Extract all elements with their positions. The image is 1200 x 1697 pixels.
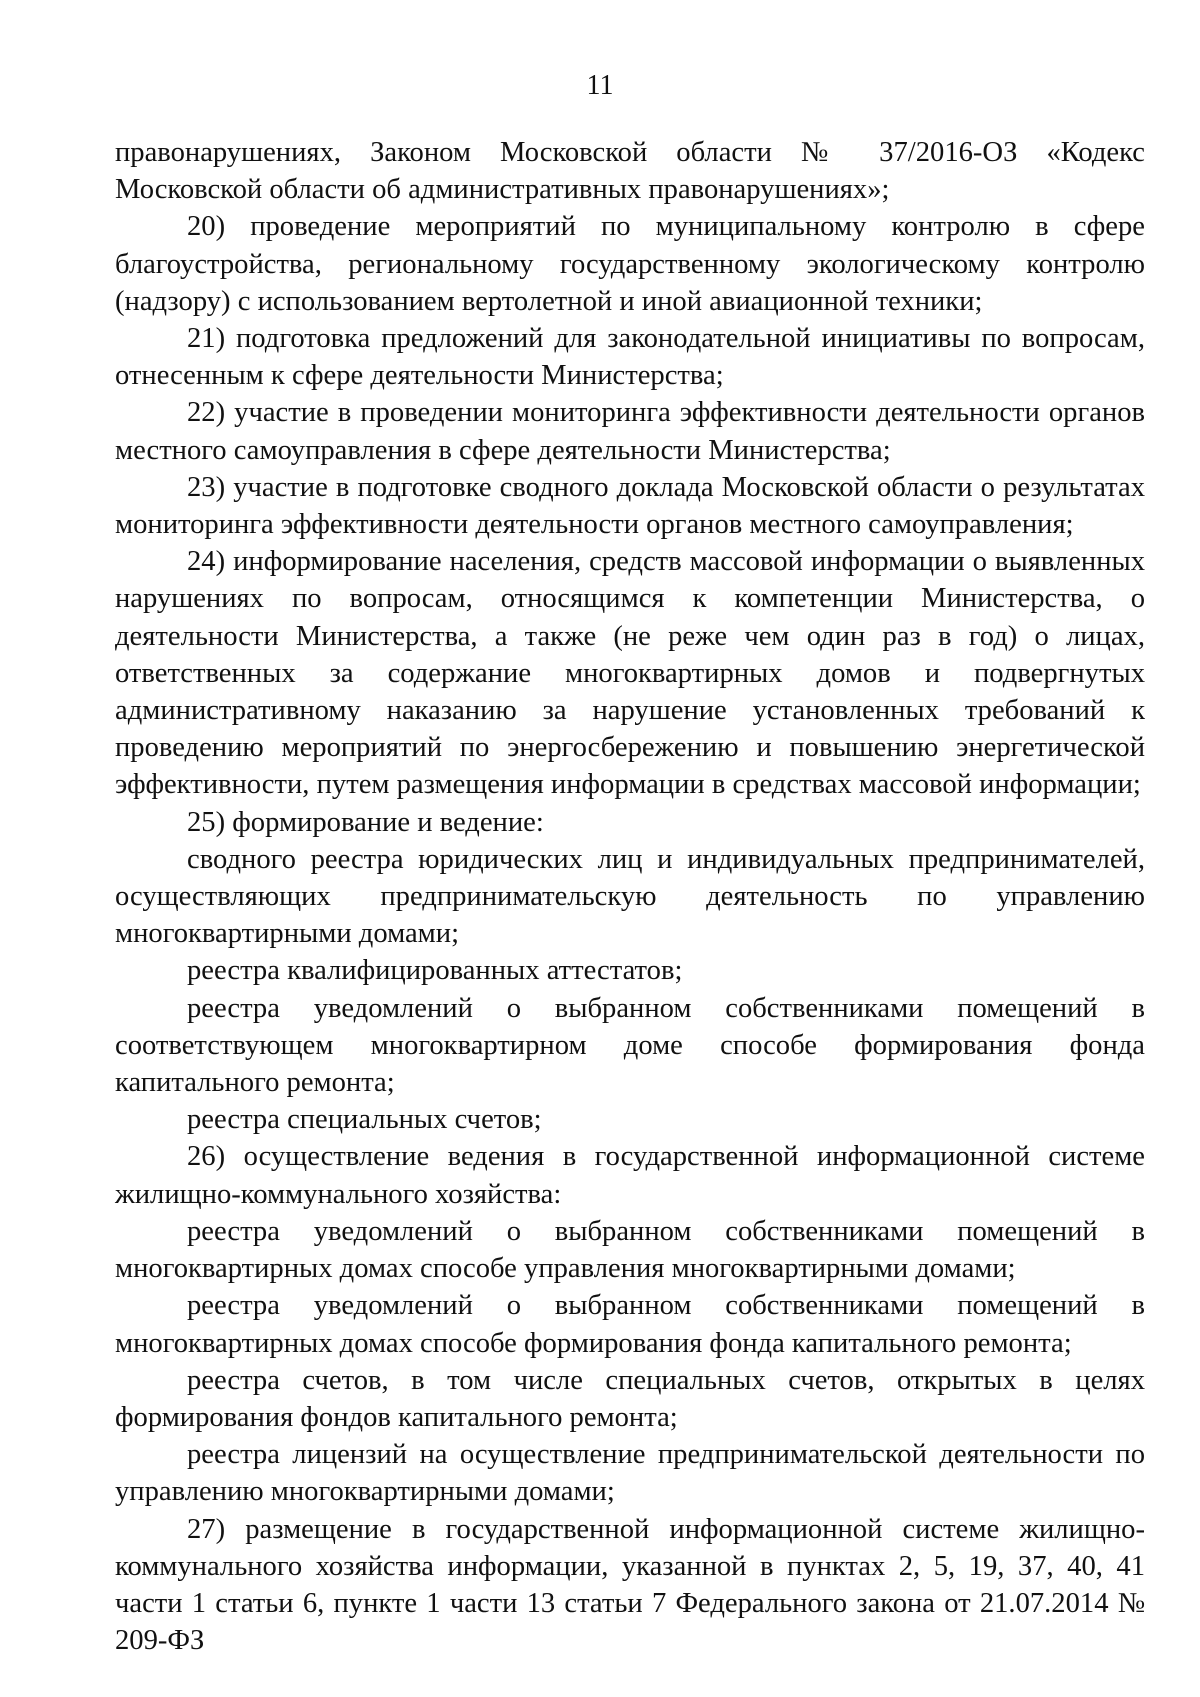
paragraph: реестра уведомлений о выбранном собственниками помещений в многоквартирных домах способе управления многоквартирными домами; [115, 1215, 1145, 1285]
paragraph: 20) проведение мероприятий по муниципальному контролю в сфере благоустройства, региональному государственному экологическому контролю (надзору) с использованием вертолетной и иной авиационной техники; [115, 211, 1145, 317]
paragraph: реестра уведомлений о выбранном собственниками помещений в многоквартирных домах способе формирования фонда капитального ремонта; [115, 1290, 1145, 1359]
paragraph: 26) осуществление ведения в государственной информационной системе жилищно-коммунального хозяйства: [115, 1141, 1145, 1210]
paragraph: сводного реестра юридических лиц и индивидуальных предпринимателей, осуществляющих предпринимательскую деятельность по управлению многоквартирными домами; [115, 843, 1145, 950]
paragraph: реестра счетов, в том числе специальных счетов, открытых в целях формирования фондов капитального ремонта; [115, 1364, 1145, 1433]
paragraph: реестра квалифицированных аттестатов; [187, 955, 683, 987]
paragraph: 24) информирование населения, средств массовой информации о выявленных нарушениях по вопросам, относящимся к компетенции Министерства, о деятельности Министерства, а также (не реже чем один раз в год) о лицах, ответственных за содержание многоквартирных домов и подвергнутых административному наказанию за нарушение установленных требований к проведению мероприятий по энергосбережению и повышению энергетической эффективности, путем размещения информации в средствах массовой информации; [115, 546, 1145, 801]
paragraph: 25) формирование и ведение: [187, 806, 544, 838]
document-body [115, 134, 1145, 1659]
paragraph: 21) подготовка предложений для законодательной инициативы по вопросам, отнесенным к сфере деятельности Министерства; [115, 323, 1145, 392]
paragraph: 27) размещение в государственной информационной системе жилищно-коммунального хозяйства информации, указанной в пунктах 2, 5, 19, 37, 40, 41 части 1 статьи 6, пункте 1 части 13 статьи 7 Федерального закона от 21.07.2014 № 209-ФЗ [115, 1513, 1145, 1657]
paragraph: реестра лицензий на осуществление предпринимательской деятельности по управлению многоквартирными домами; [115, 1439, 1145, 1508]
paragraph: реестра специальных счетов; [187, 1104, 542, 1136]
paragraph: правонарушениях, Законом Московской области № 37/2016-ОЗ «Кодекс Московской области об административных правонарушениях»; [115, 137, 1145, 206]
paragraph: 23) участие в подготовке сводного доклада Московской области о результатах мониторинга эффективности деятельности органов местного самоуправления; [115, 471, 1145, 541]
page-number: 11 [586, 70, 614, 101]
paragraph: реестра уведомлений о выбранном собственниками помещений в соответствующем многоквартирном доме способе формирования фонда капитального ремонта; [115, 992, 1145, 1099]
paragraph: 22) участие в проведении мониторинга эффективности деятельности органов местного самоуправления в сфере деятельности Министерства; [115, 397, 1145, 466]
